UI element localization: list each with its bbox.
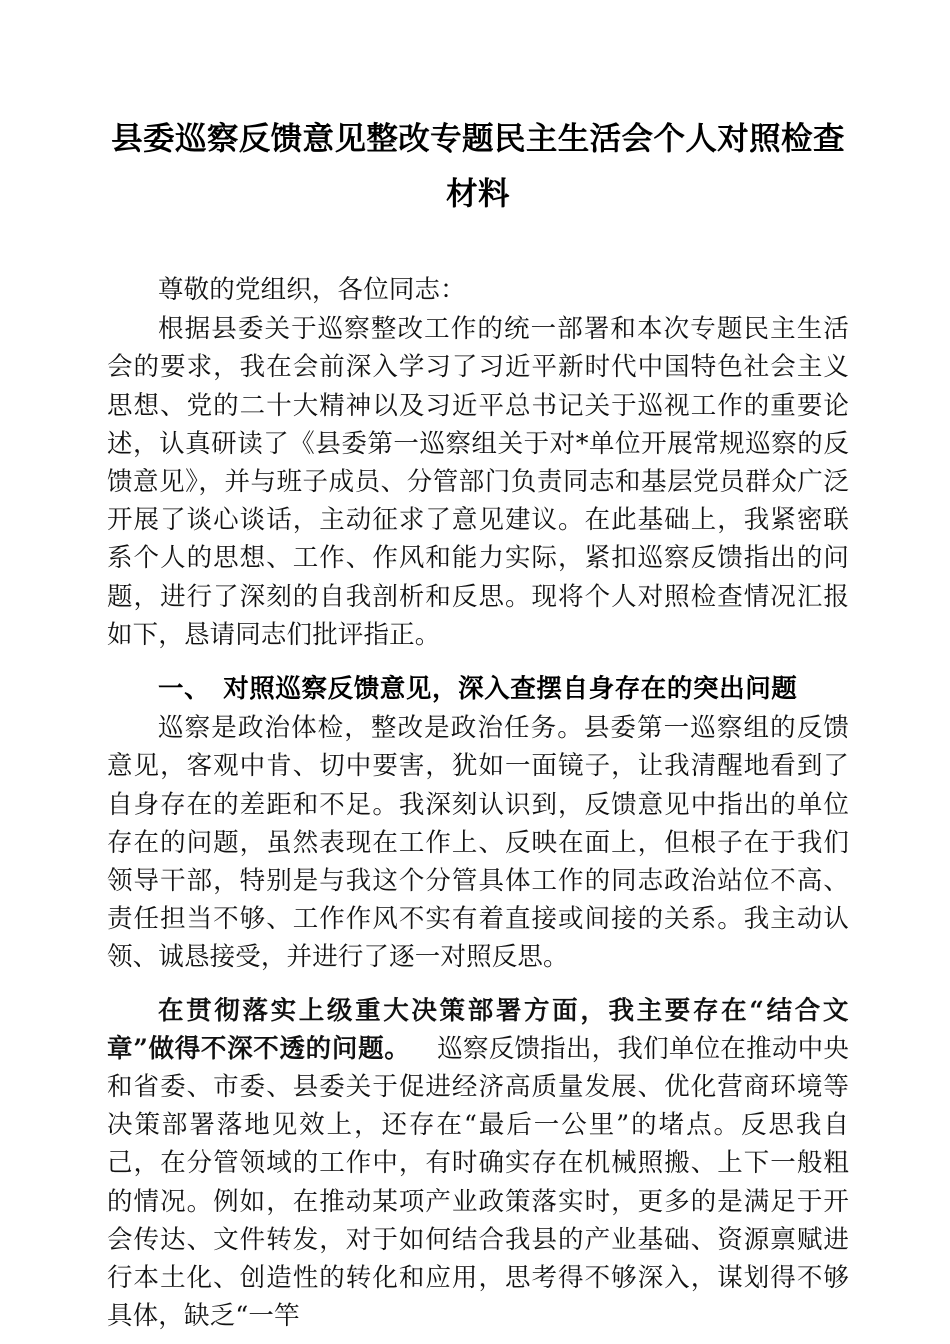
paragraph-body-text: 巡察反馈指出，我们单位在推动中央和省委、市委、县委关于促进经济高质量发展、优化营商环境等决策部署落地见效上，还存在“最后一公里”的堵点。反思我自己，在分管领域的工作中，有时确实存在机械照搬、上下一般粗的情况。例如，在推动某项产业政策落实时，更多的是满足于开会传达、文件转发，对于如何结合我县的产业基础、资源禀赋进行本土化、创造性的转化和应用，思考得不够深入，谋划得不够具体，缺乏“一竿: [107, 1033, 849, 1332]
section-1-paragraph-2: [107, 992, 849, 1336]
section-heading-text: 对照巡察反馈意见，深入查摆自身存在的突出问题: [223, 674, 798, 705]
page-title: 县委巡察反馈意见整改专题民主生活会个人对照检查材料: [111, 121, 845, 212]
salutation-paragraph: 尊敬的党组织，各位同志：: [158, 275, 466, 305]
page-content: [107, 0, 849, 1335]
section-1-paragraph-1: 巡察是政治体检，整改是政治任务。县委第一巡察组的反馈意见，客观中肯、切中要害，犹如一面镜子，让我清醒地看到了自身存在的差距和不足。我深刻认识到，反馈意见中指出的单位存在的问题，虽然表现在工作上、反映在面上，但根子在于我们领导干部，特别是与我这个分管具体工作的同志政治站位不高、责任担当不够、工作作风不实有着直接或间接的关系。我主动认领、诚恳接受，并进行了逐一对照反思。: [107, 713, 849, 973]
paragraph-lead-bold: 在贯彻落实上级重大决策部署方面，我主要存在“结合文章”做得不深不透的问题。: [107, 995, 849, 1064]
intro-paragraph: 根据县委关于巡察整改工作的统一部署和本次专题民主生活会的要求，我在会前深入学习了习近平新时代中国特色社会主义思想、党的二十大精神以及习近平总书记关于巡视工作的重要论述，认真研读了《县委第一巡察组关于对*单位开展常规巡察的反馈意见》，并与班子成员、分管部门负责同志和基层党员群众广泛开展了谈心谈话，主动征求了意见建议。在此基础上，我紧密联系个人的思想、工作、作风和能力实际，紧扣巡察反馈指出的问题，进行了深刻的自我剖析和反思。现将个人对照检查情况汇报如下，恳请同志们批评指正。: [107, 314, 849, 650]
section-number: 一、: [158, 674, 211, 705]
section-heading-1: [107, 670, 849, 708]
